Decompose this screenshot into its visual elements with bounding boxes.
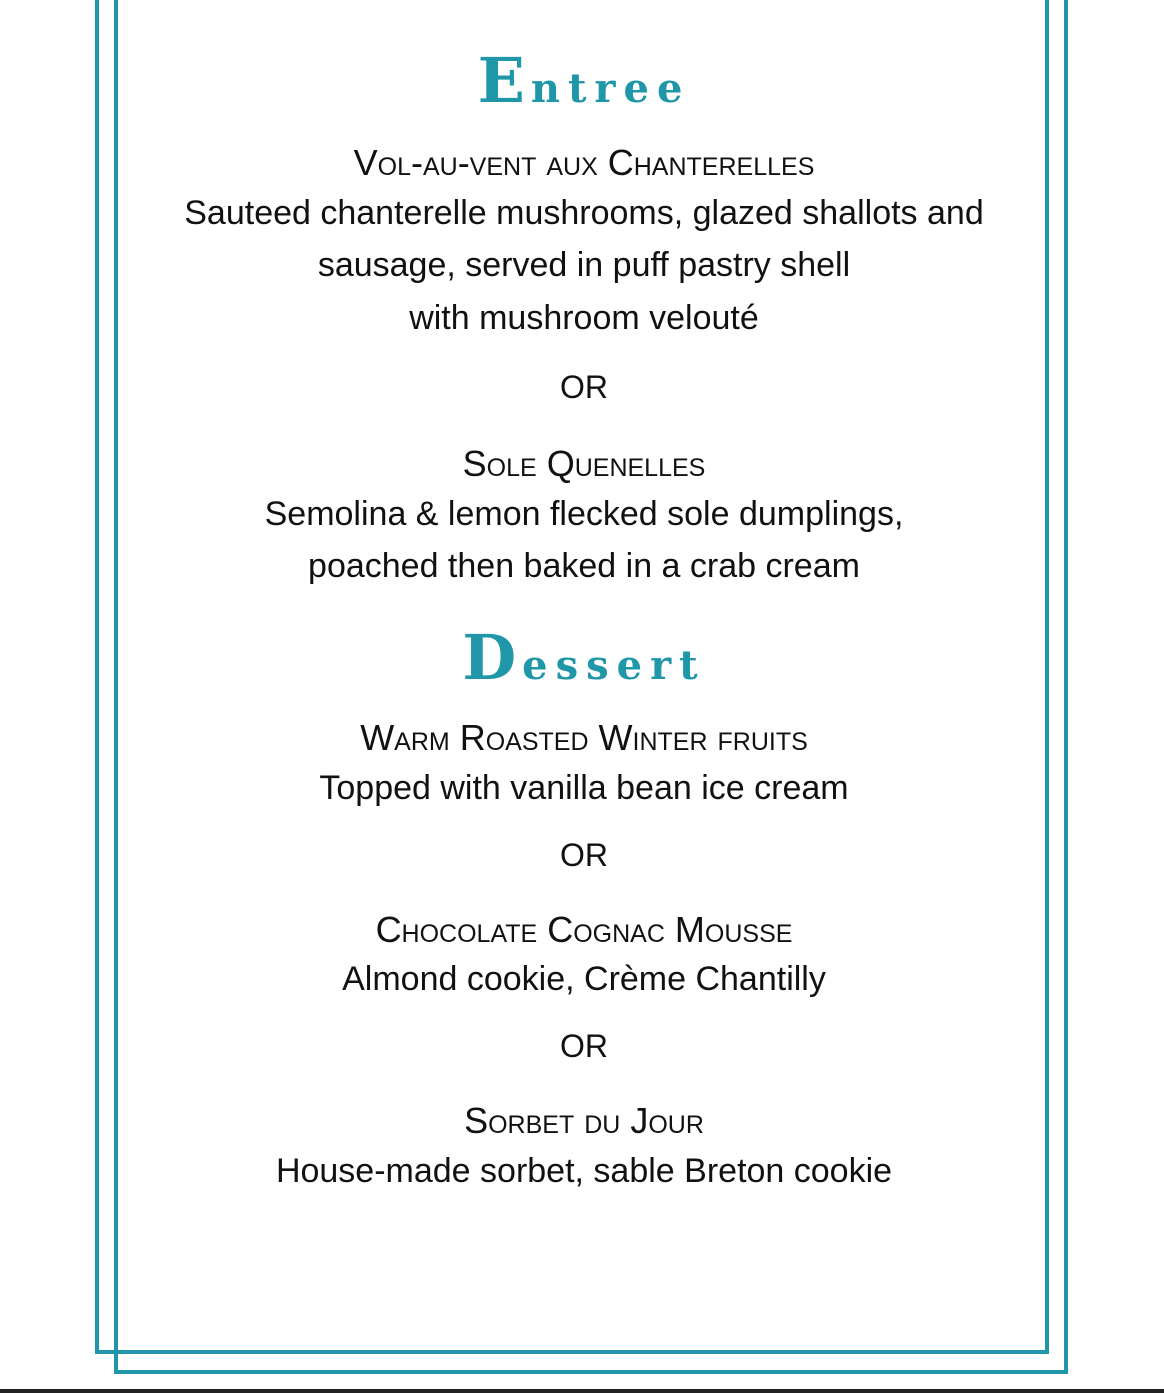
entree-title — [120, 44, 1048, 117]
dish-name-sorbet: Sorbet du Jour — [464, 1100, 704, 1141]
or-separator: OR — [560, 836, 608, 873]
dish-desc-line: with mushroom velouté — [409, 299, 759, 338]
dish-desc-line: Sauteed chanterelle mushrooms, glazed shallots and — [184, 193, 984, 232]
dish-name-chocolate-mousse: Chocolate Cognac Mousse — [375, 908, 793, 950]
dish-desc-line: Almond cookie, Crème Chantilly — [342, 960, 826, 999]
dish-name-winter-fruits: Warm Roasted Winter fruits — [360, 717, 808, 759]
dish-desc-line: poached then baked in a crab cream — [308, 547, 860, 586]
dish-desc-line: House-made sorbet, sable Breton cookie — [275, 1151, 893, 1190]
entree-title-rest: ntree — [530, 65, 691, 112]
dish-desc-line: Topped with vanilla bean ice cream — [319, 768, 849, 807]
entree-title-cap: E — [477, 44, 531, 117]
dish-name-sole-quenelles: Sole Quenelles — [462, 442, 706, 484]
or-separator: OR — [560, 1028, 608, 1064]
dessert-title-rest: essert — [522, 642, 706, 690]
dessert-title — [120, 621, 1048, 695]
bottom-divider — [0, 1389, 1164, 1393]
menu-content — [120, 40, 1048, 1197]
dish-desc-line: sausage, served in puff pastry shell — [317, 246, 851, 285]
dish-name-vol-au-vent: Vol-au-vent aux Chanterelles — [353, 142, 815, 183]
dish-desc-line: Semolina & lemon flecked sole dumplings, — [264, 494, 904, 533]
or-separator: OR — [560, 368, 608, 405]
dessert-title-cap: D — [462, 621, 523, 695]
